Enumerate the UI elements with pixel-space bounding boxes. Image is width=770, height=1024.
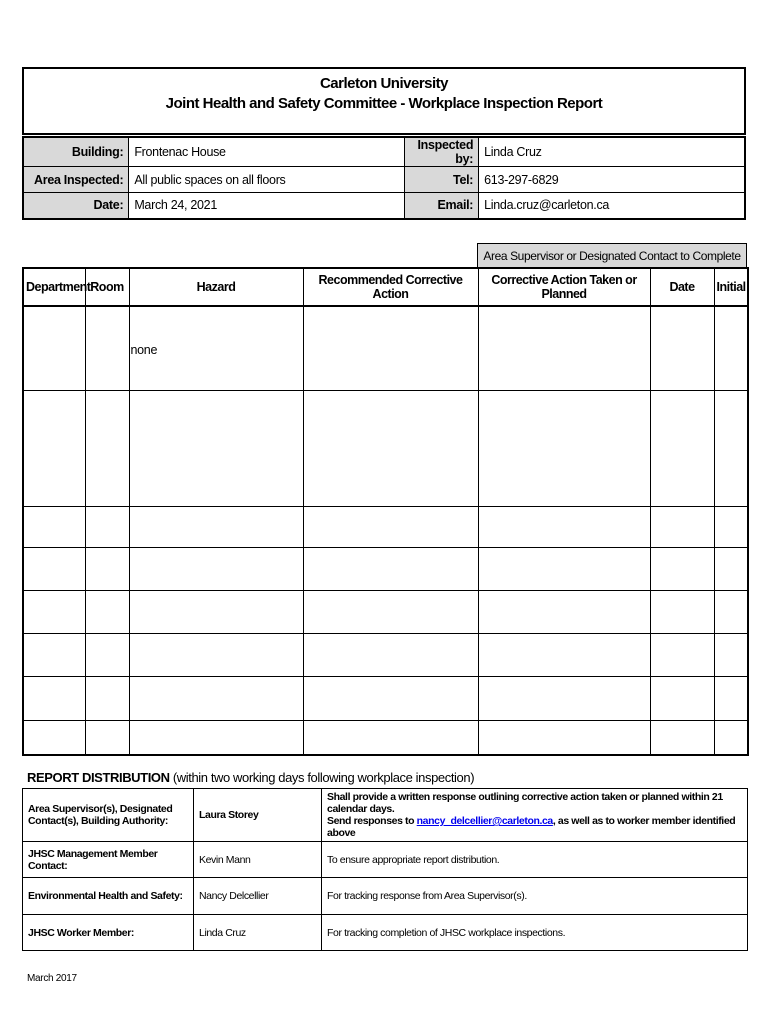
distribution-note-line2 <box>327 815 742 839</box>
header-room: Room <box>85 268 129 306</box>
table-row <box>23 676 748 720</box>
email-value: Linda.cruz@carleton.ca <box>479 193 745 219</box>
tel-value: 613-297-6829 <box>479 167 745 193</box>
distribution-name: Nancy Delcellier <box>194 878 322 915</box>
cell-action-taken[interactable] <box>478 306 650 390</box>
cell-initial[interactable] <box>714 390 748 506</box>
distribution-role: JHSC Management Member Contact: <box>23 842 194 878</box>
header-date: Date <box>650 268 714 306</box>
distribution-note: For tracking response from Area Supervisor(s). <box>322 878 748 915</box>
cell-room[interactable] <box>85 547 129 590</box>
header-initial: Initial <box>714 268 748 306</box>
table-row <box>23 720 748 755</box>
header-action-taken: Corrective Action Taken or Planned <box>478 268 650 306</box>
distribution-name: Kevin Mann <box>194 842 322 878</box>
distribution-row <box>23 915 748 951</box>
cell-department[interactable] <box>23 720 85 755</box>
distribution-role: JHSC Worker Member: <box>23 915 194 951</box>
cell-initial[interactable] <box>714 590 748 633</box>
cell-recommended-action[interactable] <box>303 390 478 506</box>
distribution-note: For tracking completion of JHSC workplace inspections. <box>322 915 748 951</box>
email-label: Email: <box>405 193 479 219</box>
tel-label: Tel: <box>405 167 479 193</box>
cell-hazard[interactable] <box>129 390 303 506</box>
distribution-row <box>23 789 748 842</box>
report-title-block <box>22 67 746 135</box>
cell-initial[interactable] <box>714 633 748 676</box>
cell-initial[interactable] <box>714 547 748 590</box>
cell-action-taken[interactable] <box>478 547 650 590</box>
distribution-row <box>23 842 748 878</box>
cell-hazard[interactable] <box>129 720 303 755</box>
cell-room[interactable] <box>85 633 129 676</box>
report-title: Joint Health and Safety Committee - Workplace Inspection Report <box>165 95 603 112</box>
distribution-row <box>23 878 748 915</box>
cell-action-taken[interactable] <box>478 633 650 676</box>
cell-date[interactable] <box>650 506 714 547</box>
cell-date[interactable] <box>650 306 714 390</box>
cell-initial[interactable] <box>714 720 748 755</box>
cell-room[interactable] <box>85 676 129 720</box>
table-row <box>23 390 748 506</box>
cell-date[interactable] <box>650 547 714 590</box>
hazard-header-row <box>23 268 748 306</box>
distribution-name: Linda Cruz <box>194 915 322 951</box>
area-value: All public spaces on all floors <box>129 167 405 193</box>
cell-hazard[interactable] <box>129 633 303 676</box>
university-name: Carleton University <box>319 75 449 92</box>
cell-room[interactable] <box>85 720 129 755</box>
cell-recommended-action[interactable] <box>303 720 478 755</box>
cell-initial[interactable] <box>714 306 748 390</box>
distribution-name: Laura Storey <box>194 789 322 842</box>
distribution-role: Environmental Health and Safety: <box>23 878 194 915</box>
distribution-note-post: , as well as to worker member identified above <box>327 815 736 839</box>
table-row <box>23 506 748 547</box>
building-label: Building: <box>23 137 129 167</box>
cell-recommended-action[interactable] <box>303 306 478 390</box>
date-value: March 24, 2021 <box>129 193 405 219</box>
building-value: Frontenac House <box>129 137 405 167</box>
table-row <box>23 547 748 590</box>
info-row-date <box>23 193 745 219</box>
cell-recommended-action[interactable] <box>303 590 478 633</box>
cell-department[interactable] <box>23 306 85 390</box>
cell-hazard[interactable] <box>129 590 303 633</box>
info-row-area <box>23 167 745 193</box>
cell-department[interactable] <box>23 633 85 676</box>
cell-recommended-action[interactable] <box>303 633 478 676</box>
cell-initial[interactable] <box>714 676 748 720</box>
cell-action-taken[interactable] <box>478 720 650 755</box>
cell-recommended-action[interactable] <box>303 547 478 590</box>
cell-date[interactable] <box>650 720 714 755</box>
inspected-by-value: Linda Cruz <box>479 137 745 167</box>
responses-email-link[interactable]: nancy_delcellier@carleton.ca <box>416 815 553 827</box>
cell-hazard[interactable] <box>129 676 303 720</box>
cell-hazard[interactable] <box>129 506 303 547</box>
header-recommended-action: Recommended Corrective Action <box>303 268 478 306</box>
cell-recommended-action[interactable] <box>303 506 478 547</box>
distribution-heading <box>27 770 474 785</box>
footer-date: March 2017 <box>27 973 77 984</box>
header-department: Department <box>23 268 85 306</box>
cell-hazard[interactable] <box>129 547 303 590</box>
inspected-by-label: Inspected by: <box>405 137 479 167</box>
table-row <box>23 633 748 676</box>
cell-department[interactable] <box>23 547 85 590</box>
distribution-note: To ensure appropriate report distribution. <box>322 842 748 878</box>
cell-date[interactable] <box>650 390 714 506</box>
supervisor-note: Area Supervisor or Designated Contact to Complete <box>477 243 747 267</box>
date-label: Date: <box>23 193 129 219</box>
header-hazard: Hazard <box>129 268 303 306</box>
cell-room[interactable] <box>85 390 129 506</box>
cell-action-taken[interactable] <box>478 590 650 633</box>
cell-date[interactable] <box>650 676 714 720</box>
cell-hazard[interactable]: none <box>129 306 303 390</box>
cell-room[interactable] <box>85 306 129 390</box>
distribution-note-pre: Send responses to <box>327 815 417 827</box>
cell-department[interactable] <box>23 676 85 720</box>
info-row-building <box>23 137 745 167</box>
cell-room[interactable] <box>85 506 129 547</box>
cell-department[interactable] <box>23 506 85 547</box>
distribution-heading-note: (within two working days following workplace inspection) <box>169 770 475 785</box>
cell-initial[interactable] <box>714 506 748 547</box>
distribution-heading-bold: REPORT DISTRIBUTION <box>27 770 170 785</box>
cell-date[interactable] <box>650 633 714 676</box>
cell-action-taken[interactable] <box>478 390 650 506</box>
distribution-table <box>22 788 748 951</box>
cell-action-taken[interactable] <box>478 506 650 547</box>
table-row <box>23 590 748 633</box>
cell-action-taken[interactable] <box>478 676 650 720</box>
cell-recommended-action[interactable] <box>303 676 478 720</box>
inspection-info-table <box>22 136 746 220</box>
distribution-note <box>322 789 748 842</box>
cell-room[interactable] <box>85 590 129 633</box>
distribution-role: Area Supervisor(s), Designated Contact(s), Building Authority: <box>23 789 194 842</box>
cell-department[interactable] <box>23 590 85 633</box>
cell-department[interactable] <box>23 390 85 506</box>
area-label: Area Inspected: <box>23 167 129 193</box>
distribution-note-line1: Shall provide a written response outlining corrective action taken or planned within 21 calendar days. <box>327 791 723 815</box>
table-row <box>23 306 748 390</box>
hazard-table <box>22 267 749 756</box>
cell-date[interactable] <box>650 590 714 633</box>
